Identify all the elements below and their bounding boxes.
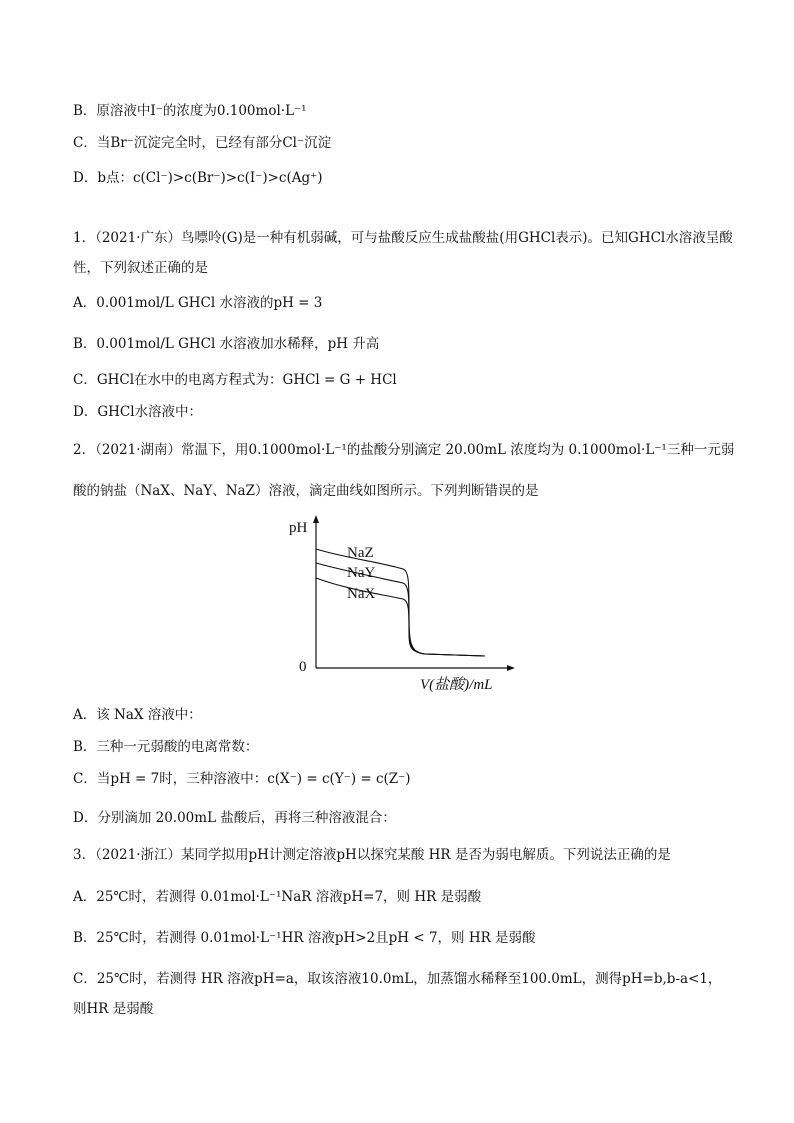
option-c-previous: C．当Br⁻沉淀完全时，已经有部分Cl⁻沉淀 xyxy=(73,135,332,151)
question-3-option-c: C．25℃时，若测得 HR 溶液pH=a，取该溶液10.0mL，加蒸馏水稀释至100.0mL，测得pH=b,b-a<1，则HR 是弱酸 xyxy=(73,971,722,1017)
question-2-option-b: B．三种一元弱酸的电离常数： xyxy=(73,739,259,755)
x-axis-arrow xyxy=(507,665,515,671)
question-1-option-b: B．0.001mol/L GHCl 水溶液加水稀释，pH 升高 xyxy=(73,336,380,352)
question-2-stem-line-2: 酸的钠盐（NaX、NaY、NaZ）溶液，滴定曲线如图所示。下列判断错误的是 xyxy=(73,483,539,499)
series-label-nax: NaX xyxy=(347,586,376,602)
question-1-option-d: D．GHCl水溶液中： xyxy=(73,404,203,420)
question-1-option-a: A．0.001mol/L GHCl 水溶液的pH = 3 xyxy=(73,295,323,311)
question-2-option-c: C．当pH = 7时，三种溶液中：c(X⁻) = c(Y⁻) = c(Z⁻) xyxy=(73,771,411,787)
question-2-option-a: A．该 NaX 溶液中： xyxy=(73,707,202,723)
curve-nax xyxy=(316,578,485,656)
titration-curve-chart xyxy=(285,513,525,697)
option-b-previous: B．原溶液中I⁻的浓度为0.100mol·L⁻¹ xyxy=(73,103,307,119)
x-axis-label: V(盐酸)/mL xyxy=(420,677,493,693)
curve-naz xyxy=(316,549,485,656)
question-2-stem-line-1: 2．（2021·湖南）常温下，用0.1000mol·L⁻¹的盐酸分别滴定 20.00mL 浓度均为 0.1000mol·L⁻¹三种一元弱 xyxy=(73,442,735,458)
y-axis-label: pH xyxy=(289,520,308,536)
option-d-previous: D．b点：c(Cl⁻)>c(Br⁻)>c(I⁻)>c(Ag⁺) xyxy=(73,170,323,186)
y-axis-arrow xyxy=(313,515,319,523)
series-label-nay: NaY xyxy=(347,565,376,581)
question-3-option-b: B．25℃时，若测得 0.01mol·L⁻¹HR 溶液pH>2且pH < 7，则 HR 是弱酸 xyxy=(73,930,536,946)
question-1-stem: 1．（2021·广东）鸟嘌呤(G)是一种有机弱碱，可与盐酸反应生成盐酸盐(用GHCl表示)。已知GHCl水溶液呈酸性，下列叙述正确的是 xyxy=(73,230,733,276)
question-3-option-a: A．25℃时，若测得 0.01mol·L⁻¹NaR 溶液pH=7，则 HR 是弱酸 xyxy=(73,889,482,905)
question-2-option-d: D．分别滴加 20.00mL 盐酸后，再将三种溶液混合： xyxy=(73,810,396,826)
question-1-option-c: C．GHCl在水中的电离方程式为：GHCl = G + HCl xyxy=(73,372,397,388)
curve-nay xyxy=(316,563,485,656)
series-label-naz: NaZ xyxy=(347,545,374,561)
question-3-stem: 3．（2021·浙江）某同学拟用pH计测定溶液pH以探究某酸 HR 是否为弱电解质。下列说法正确的是 xyxy=(73,847,671,863)
origin-label: 0 xyxy=(299,659,307,675)
